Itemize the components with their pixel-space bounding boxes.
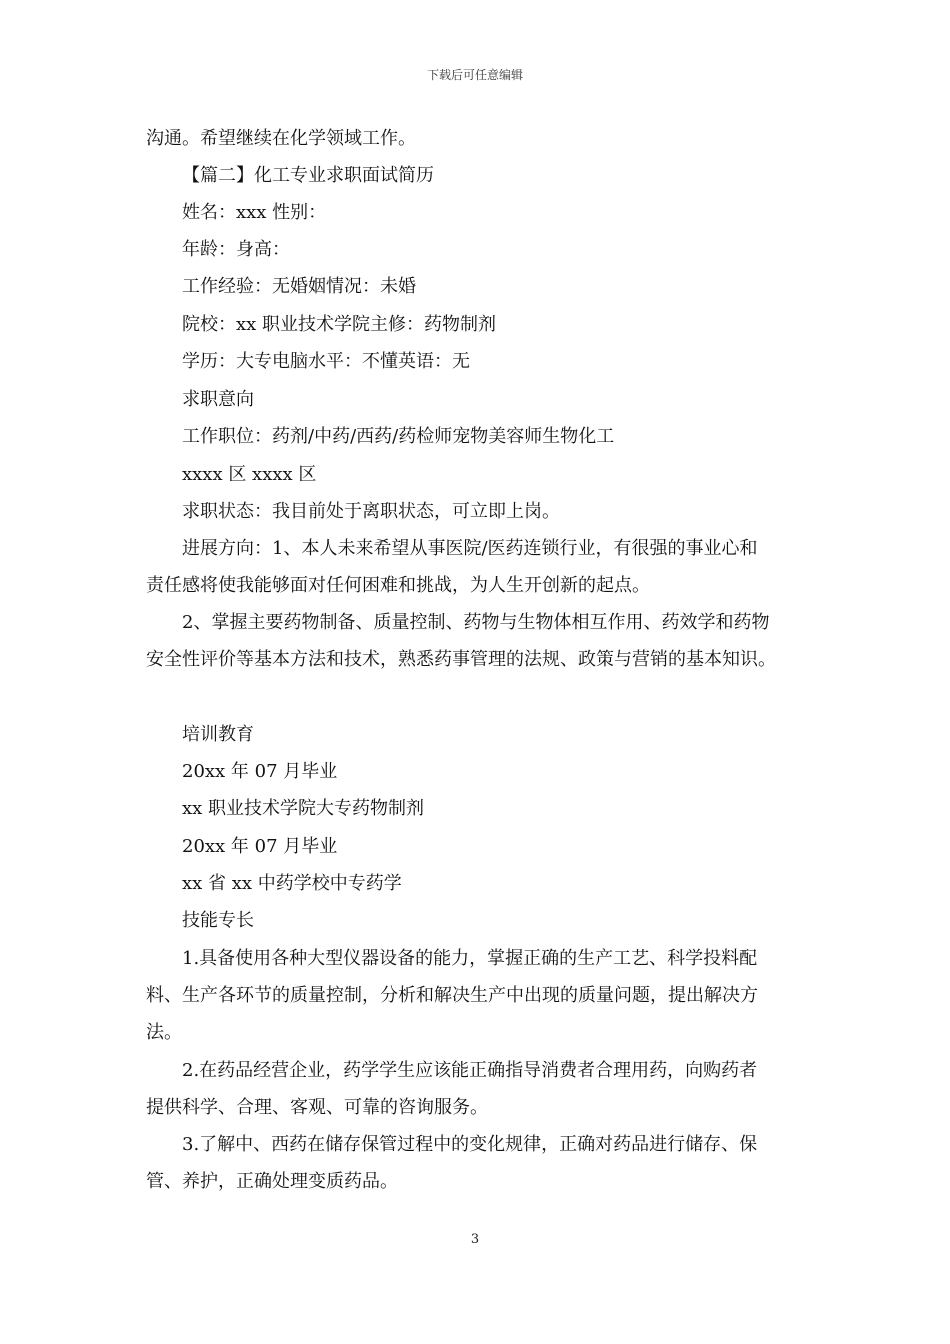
paragraph-line: 工作经验：无婚姻情况：未婚 [182,276,416,297]
paragraph-line: 学历：大专电脑水平：不懂英语：无 [182,351,470,372]
paragraph-line: xx 职业技术学院大专药物制剂 [182,798,425,819]
paragraph-line: 3.了解中、西药在储存保管过程中的变化规律，正确对药品进行储存、保 [182,1134,758,1155]
paragraph-line: 责任感将使我能够面对任何困难和挑战，为人生开创新的起点。 [146,575,650,596]
paragraph-line: 法。 [146,1022,182,1043]
paragraph-line: 求职状态：我目前处于离职状态，可立即上岗。 [182,501,560,522]
paragraph-line: xx 省 xx 中药学校中专药学 [182,873,402,894]
paragraph-line: 20xx 年 07 月毕业 [182,836,338,857]
page-header: 下载后可任意编辑 [426,68,523,82]
paragraph-line: 安全性评价等基本方法和技术，熟悉药事管理的法规、政策与营销的基本知识。 [146,649,776,670]
paragraph-line: 料、生产各环节的质量控制，分析和解决生产中出现的质量问题，提出解决方 [146,985,758,1006]
paragraph-line: 提供科学、合理、客观、可靠的咨询服务。 [146,1097,488,1118]
paragraph-line: 院校：xx 职业技术学院主修：药物制剂 [182,314,497,335]
paragraph-line: 进展方向：1、本人未来希望从事医院/医药连锁行业，有很强的事业心和 [182,538,758,559]
paragraph-line: 工作职位：药剂/中药/西药/药检师宠物美容师生物化工 [182,426,615,447]
paragraph-line: 管、养护，正确处理变质药品。 [146,1171,398,1192]
paragraph-line: 2、掌握主要药物制备、质量控制、药物与生物体相互作用、药效学和药物 [182,612,770,633]
paragraph-line: xxxx 区 xxxx 区 [182,464,317,485]
paragraph-line: 2.在药品经营企业，药学学生应该能正确指导消费者合理用药，向购药者 [182,1060,758,1081]
subsection-heading: 技能专长 [182,910,254,931]
subsection-heading: 培训教育 [182,724,254,745]
paragraph-line: 姓名：xxx 性别： [182,202,327,223]
section-title: 【篇二】化工专业求职面试简历 [182,165,434,186]
paragraph-line: 年龄：身高： [182,239,290,260]
paragraph-line: 沟通。希望继续在化学领域工作。 [146,128,416,149]
subsection-heading: 求职意向 [182,389,254,410]
page-number: 3 [470,1232,480,1247]
paragraph-line: 20xx 年 07 月毕业 [182,761,338,782]
paragraph-line: 1.具备使用各种大型仪器设备的能力，掌握正确的生产工艺、科学投料配 [182,948,758,969]
